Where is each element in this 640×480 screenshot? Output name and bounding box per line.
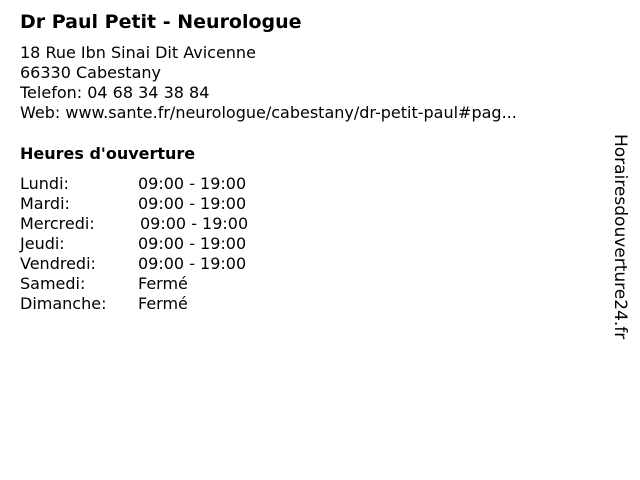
phone-number: Telefon: 04 68 34 38 84 bbox=[20, 83, 210, 102]
contact-info bbox=[20, 43, 517, 123]
time-value: 09:00 - 19:00 bbox=[138, 254, 247, 273]
time-value: Fermé bbox=[138, 294, 188, 313]
time-value: 09:00 - 19:00 bbox=[140, 214, 249, 233]
website-link[interactable]: Web: www.sante.fr/neurologue/cabestany/dr-petit-paul#pag... bbox=[20, 103, 517, 122]
day-label: Mercredi: bbox=[20, 214, 95, 233]
street-address: 18 Rue Ibn Sinai Dit Avicenne bbox=[20, 43, 256, 62]
day-label: Samedi: bbox=[20, 274, 86, 293]
time-value: Fermé bbox=[138, 274, 188, 293]
day-label: Jeudi: bbox=[20, 234, 65, 253]
page-title: Dr Paul Petit - Neurologue bbox=[20, 11, 302, 33]
day-label: Vendredi: bbox=[20, 254, 96, 273]
hours-heading: Heures d'ouverture bbox=[20, 144, 196, 163]
site-watermark: Horairesdouverture24.fr bbox=[610, 134, 630, 340]
time-value: 09:00 - 19:00 bbox=[138, 174, 247, 193]
day-label: Dimanche: bbox=[20, 294, 107, 313]
day-label: Lundi: bbox=[20, 174, 69, 193]
day-label: Mardi: bbox=[20, 194, 70, 213]
time-value: 09:00 - 19:00 bbox=[138, 234, 247, 253]
time-value: 09:00 - 19:00 bbox=[138, 194, 247, 213]
city-address: 66330 Cabestany bbox=[20, 63, 161, 82]
